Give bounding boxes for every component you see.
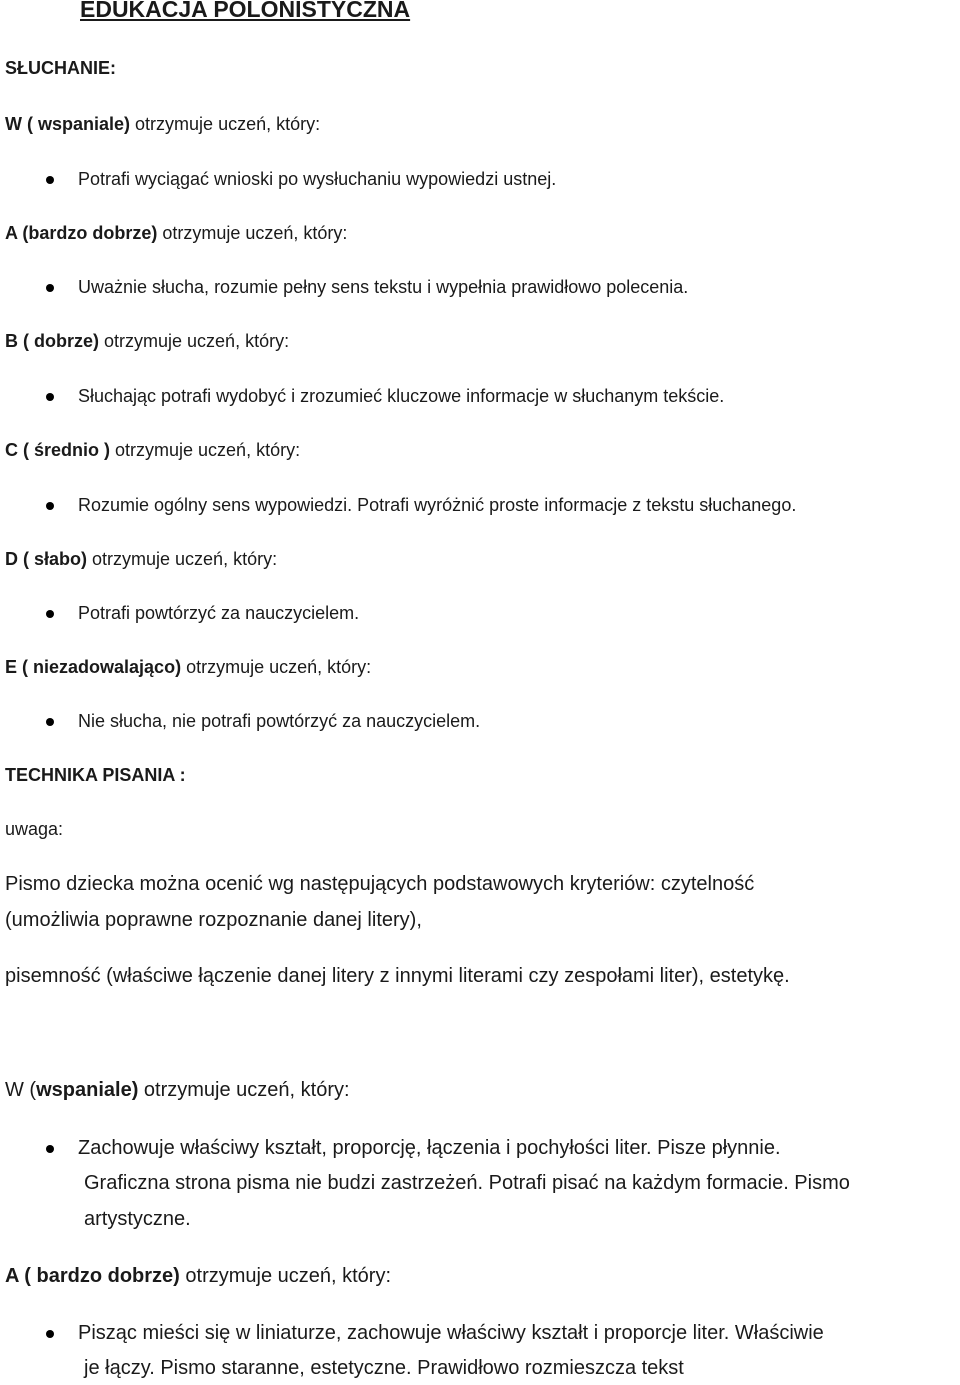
list-item: Potrafi powtórzyć za nauczycielem. (78, 603, 359, 624)
section-heading-sluchanie: SŁUCHANIE: (5, 58, 116, 78)
bullet-icon (46, 176, 54, 184)
grade-line-d: D ( słabo) otrzymuje uczeń, który: (5, 549, 278, 569)
bullet-icon (46, 1330, 54, 1338)
bullet-icon (46, 502, 54, 510)
bullet-icon (46, 610, 54, 618)
list-item-continuation: artystyczne. (84, 1208, 191, 1230)
grade-line-w: W (wspaniale) otrzymuje uczeń, który: (5, 1079, 350, 1101)
grade-line-e: E ( niezadowalająco) otrzymuje uczeń, który: (5, 657, 372, 677)
list-item: Słuchając potrafi wydobyć i zrozumieć kluczowe informacje w słuchanym tekście. (78, 386, 724, 407)
list-item: Rozumie ogólny sens wypowiedzi. Potrafi wyróżnić proste informacje z tekstu słuchanego. (78, 495, 796, 516)
list-item: Potrafi wyciągać wnioski po wysłuchaniu wypowiedzi ustnej. (78, 169, 556, 190)
grade-line-a: A ( bardzo dobrze) otrzymuje uczeń, który: (5, 1265, 392, 1287)
list-item: Nie słucha, nie potrafi powtórzyć za nauczycielem. (78, 711, 480, 732)
list-item-continuation: Graficzna strona pisma nie budzi zastrzeżeń. Potrafi pisać na każdym formacie. Pismo (84, 1172, 850, 1194)
bullet-icon (46, 718, 54, 726)
list-item-continuation: je łączy. Pismo staranne, estetyczne. Prawidłowo rozmieszcza tekst (84, 1357, 684, 1379)
bullet-icon (46, 1145, 54, 1153)
grade-line-c: C ( średnio ) otrzymuje uczeń, który: (5, 440, 301, 460)
paragraph-line: (umożliwia poprawne rozpoznanie danej litery), (5, 909, 422, 931)
grade-line-a: A (bardzo dobrze) otrzymuje uczeń, który: (5, 223, 348, 243)
paragraph-line: Pismo dziecka można ocenić wg następujących podstawowych kryteriów: czytelność (5, 873, 755, 895)
bullet-icon (46, 393, 54, 401)
list-item: Pisząc mieści się w liniaturze, zachowuje właściwy kształt i proporcje liter. Właściwie (78, 1322, 824, 1345)
list-item: Uważnie słucha, rozumie pełny sens tekstu i wypełnia prawidłowo polecenia. (78, 277, 688, 298)
list-item: Zachowuje właściwy kształt, proporcję, łączenia i pochyłości liter. Pisze płynnie. (78, 1137, 781, 1160)
paragraph-line: pisemność (właściwe łączenie danej litery z innymi literami czy zespołami liter), estetykę. (5, 965, 790, 987)
grade-line-w: W ( wspaniale) otrzymuje uczeń, który: (5, 114, 321, 134)
grade-line-b: B ( dobrze) otrzymuje uczeń, który: (5, 331, 290, 351)
note-label: uwaga: (5, 819, 64, 839)
bullet-icon (46, 284, 54, 292)
section-heading-technika: TECHNIKA PISANIA : (5, 765, 186, 785)
document-title: EDUKACJA POLONISTYCZNA (80, 0, 411, 22)
